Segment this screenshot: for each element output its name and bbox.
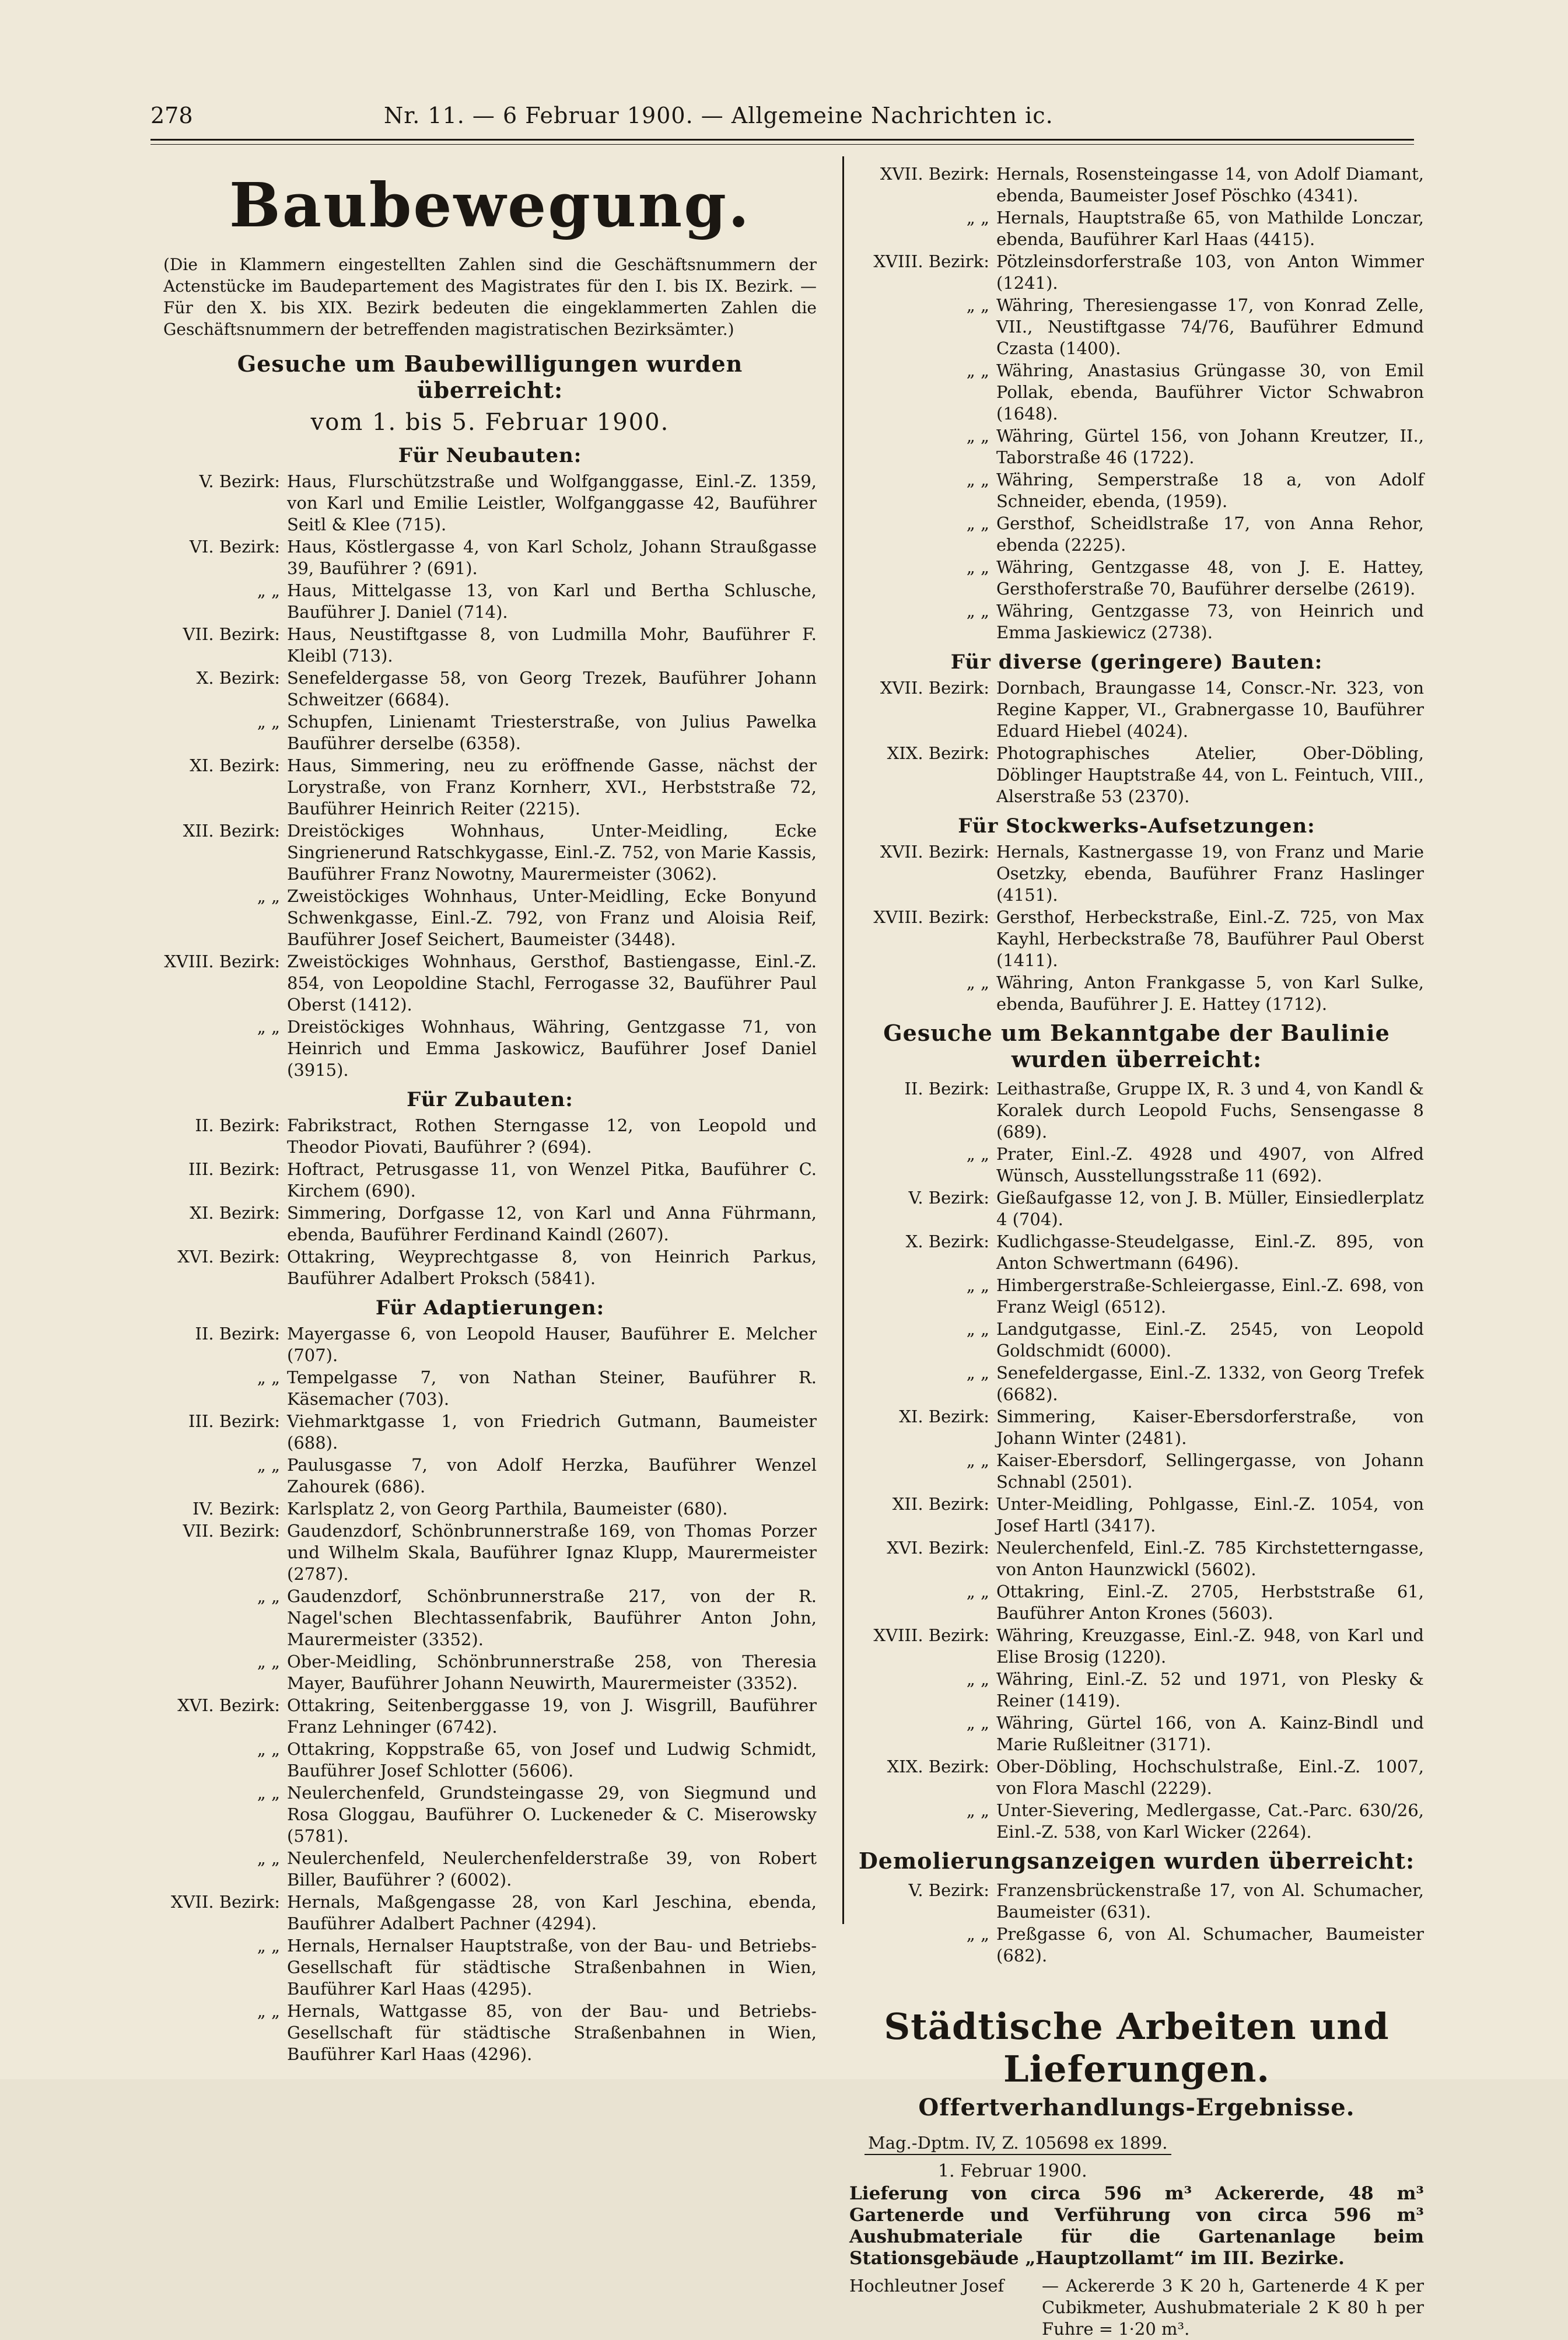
list-item (849, 251, 1424, 294)
entry-text: Hernals, Wattgasse 85, von der Bau- und Betriebs-Gesellschaft für städtische Straßenbahnen in Wien, Bauführer Karl Haas (4296). (287, 2001, 817, 2064)
baulinie-heading: Gesuche um Bekanntgabe der Baulinie wurden überreicht: (883, 1020, 1390, 1072)
district-label: XVII. Bezirk: (880, 164, 989, 184)
list-item (849, 469, 1424, 512)
list-item (163, 2000, 817, 2065)
category-heading: Für Stockwerks-Aufsetzungen: (958, 814, 1315, 838)
list-item (849, 1581, 1424, 1624)
entry-text: Leithastraße, Gruppe IX, R. 3 und 4, von Kandl & Koralek durch Leopold Fuchs, Sensengasse 8 (689). (996, 1079, 1424, 1142)
works-title: Städtische Arbeiten und Lieferungen. (884, 2005, 1390, 2090)
right-column (849, 163, 1424, 2340)
list-item (849, 1756, 1424, 1799)
district-label: III. Bezirk: (188, 1411, 280, 1431)
entry-text: Himbergerstraße-Schleiergasse, Einl.-Z. 698, von Franz Weigl (6512). (996, 1275, 1424, 1317)
intro-note: (Die in Klammern eingestellten Zahlen sind die Geschäftsnummern der Actenstücke im Baudepartement des Magistrates für den I. bis IX. Bezirk. — Für den X. bis XIX. Bezirk bedeuten die eingeklammerten Zahlen die Geschäftsnummern der betreffenden magistratischen Bezirksämter.) (163, 255, 817, 339)
district-label: „ „ (966, 1713, 989, 1733)
list-item (163, 1520, 817, 1585)
works-date: 1. Februar 1900. (938, 2161, 1087, 2181)
district-label: XIX. Bezirk: (887, 1757, 989, 1776)
district-label: „ „ (966, 1275, 989, 1295)
list-item (163, 1739, 817, 1782)
list-item (163, 1016, 817, 1081)
district-label: „ „ (257, 1783, 280, 1803)
list-item (849, 425, 1424, 468)
list-item (849, 1450, 1424, 1493)
entry-text: Währing, Semperstraße 18 a, von Adolf Schneider, ebenda, (1959). (996, 470, 1424, 511)
list-item (163, 1202, 817, 1246)
list-item (849, 295, 1424, 359)
list-item (849, 360, 1424, 425)
list-item (849, 1406, 1424, 1449)
list-item (849, 1800, 1424, 1843)
entry-text: Haus, Neustiftgasse 8, von Ludmilla Mohr, Bauführer F. Kleibl (713). (287, 624, 817, 666)
district-label: VII. Bezirk: (183, 1521, 280, 1541)
list-item (849, 1712, 1424, 1755)
list-item (849, 1880, 1424, 1923)
list-item (163, 1498, 817, 1520)
list-item (163, 536, 817, 579)
district-label: „ „ (257, 712, 280, 732)
list-item (163, 1159, 817, 1202)
entry-text: Ottakring, Einl.-Z. 2705, Herbststraße 61, Bauführer Anton Krones (5603). (996, 1582, 1424, 1623)
district-label: „ „ (966, 361, 989, 380)
district-label: XVIII. Bezirk: (164, 952, 280, 971)
entry-text: Haus, Mittelgasse 13, von Karl und Bertha Schlusche, Bauführer J. Daniel (714). (287, 580, 817, 622)
list-item (163, 1586, 817, 1650)
entry-text: Tempelgasse 7, von Nathan Steiner, Bauführer R. Käsemacher (703). (287, 1367, 817, 1409)
district-label: „ „ (966, 1669, 989, 1689)
district-label: „ „ (257, 2001, 280, 2021)
district-label: XVI. Bezirk: (177, 1695, 280, 1715)
category-heading: Für Adaptierungen: (375, 1296, 605, 1320)
works-result (849, 2275, 1424, 2340)
district-label: XIX. Bezirk: (887, 743, 989, 763)
entry-text: Gersthof, Herbeckstraße, Einl.-Z. 725, von Max Kayhl, Herbeckstraße 78, Bauführer Paul Oberst (1411). (996, 907, 1424, 970)
baulinie-entries (849, 1078, 1424, 1843)
entry-text: Währing, Gürtel 166, von A. Kainz-Bindl und Marie Rußleitner (3171). (996, 1713, 1424, 1754)
left-groups (163, 444, 817, 2065)
list-item (849, 163, 1424, 207)
works-delivery: Lieferung von circa 596 m³ Ackererde, 48 m³ Gartenerde und Verführung von circa 596 m³ Aushubmateriale für die Gartenanlage beim Stationsgebäude „Hauptzollamt“ im III. Bezirke. (849, 2183, 1424, 2269)
entry-text: Ober-Meidling, Schönbrunnerstraße 258, von Theresia Mayer, Bauführer Johann Neuwirth, Maurermeister (3352). (287, 1652, 817, 1693)
district-label: „ „ (257, 1586, 280, 1606)
left-column (163, 163, 817, 2066)
works-reference: Mag.-Dptm. IV, Z. 105698 ex 1899. (864, 2132, 1171, 2155)
district-label: „ „ (966, 973, 989, 992)
district-label: XVI. Bezirk: (887, 1538, 989, 1558)
list-item (849, 1669, 1424, 1712)
district-label: „ „ (966, 557, 989, 577)
entry-text: Simmering, Kaiser-Ebersdorferstraße, von Johann Winter (2481). (996, 1407, 1424, 1448)
district-label: „ „ (966, 295, 989, 315)
entry-text: Senefeldergasse, Einl.-Z. 1332, von Georg Trefek (6682). (996, 1363, 1424, 1404)
category-heading: Für diverse (geringere) Bauten: (950, 650, 1323, 674)
entry-text: Haus, Köstlergasse 4, von Karl Scholz, Johann Straußgasse 39, Bauführer ? (691). (287, 537, 817, 578)
category-heading: Für Zubauten: (407, 1088, 573, 1111)
column-divider (842, 156, 844, 1924)
entry-text: Währing, Gürtel 156, von Johann Kreutzer, II., Taborstraße 46 (1722). (996, 426, 1424, 467)
entry-text: Zweistöckiges Wohnhaus, Gersthof, Bastiengasse, Einl.-Z. 854, von Leopoldine Stachl, Ferrogasse 32, Bauführer Paul Oberst (1412). (287, 952, 817, 1015)
list-item (849, 841, 1424, 906)
district-label: XI. Bezirk: (190, 755, 280, 775)
entry-text: Simmering, Dorfgasse 12, von Karl und Anna Führmann, ebenda, Bauführer Ferdinand Kaindl (2607). (287, 1203, 817, 1244)
list-item (163, 951, 817, 1016)
district-label: VI. Bezirk: (189, 537, 280, 557)
district-label: XVII. Bezirk: (880, 842, 989, 862)
demolition-entries (849, 1880, 1424, 1967)
district-label: II. Bezirk: (195, 1115, 280, 1135)
district-label: „ „ (966, 513, 989, 533)
district-label: „ „ (966, 1582, 989, 1601)
list-item (849, 557, 1424, 600)
list-item (163, 1782, 817, 1847)
entry-text: Währing, Einl.-Z. 52 und 1971, von Plesky & Reiner (1419). (996, 1669, 1424, 1711)
list-item (163, 1695, 817, 1738)
list-item (849, 1362, 1424, 1405)
list-item (163, 1323, 817, 1366)
entry-text: Viehmarktgasse 1, von Friedrich Gutmann, Baumeister (688). (287, 1411, 817, 1453)
district-label: „ „ (966, 208, 989, 228)
entry-text: Karlsplatz 2, von Georg Parthila, Baumeister (680). (287, 1499, 728, 1519)
entry-text: Unter-Sievering, Medlergasse, Cat.-Parc. 630/26, Einl.-Z. 538, von Karl Wicker (2264). (996, 1800, 1424, 1842)
demolition-heading: Demolierungsanzeigen wurden überreicht: (858, 1848, 1415, 1874)
entry-text: Haus, Simmering, neu zu eröffnende Gasse, nächst der Lorystraße, von Franz Kornherr, XVI., Herbststraße 72, Bauführer Heinrich Reiter (2215). (287, 755, 817, 819)
district-label: „ „ (966, 1450, 989, 1470)
district-label: „ „ (257, 1848, 280, 1868)
entry-text: Hernals, Hernalser Hauptstraße, von der Bau- und Betriebs-Gesellschaft für städtische Straßenbahnen in Wien, Bauführer Karl Haas (4295). (287, 1936, 817, 1999)
entry-text: Hernals, Hauptstraße 65, von Mathilde Lonczar, ebenda, Bauführer Karl Haas (4415). (996, 208, 1424, 249)
entry-text: Kudlichgasse-Steudelgasse, Einl.-Z. 895, von Anton Schwertmann (6496). (996, 1232, 1424, 1273)
entry-text: Hernals, Maßgengasse 28, von Karl Jeschina, ebenda, Bauführer Adalbert Pachner (4294). (287, 1892, 817, 1933)
entry-text: Hernals, Kastnergasse 19, von Franz und Marie Osetzky, ebenda, Bauführer Franz Haslinger (4151). (996, 842, 1424, 905)
entry-text: Zweistöckiges Wohnhaus, Unter-Meidling, Ecke Bonyund Schwenkgasse, Einl.-Z. 792, von Franz und Aloisia Reif, Bauführer Josef Seichert, Baumeister (3448). (287, 886, 817, 949)
entry-text: Haus, Flurschützstraße und Wolfganggasse, Einl.-Z. 1359, von Karl und Emilie Leistler, Wolfganggasse 42, Bauführer Seitl & Klee (715). (287, 471, 817, 534)
district-label: „ „ (257, 1367, 280, 1387)
entry-text: Mayergasse 6, von Leopold Hauser, Bauführer E. Melcher (707). (287, 1324, 817, 1365)
list-item (163, 1367, 817, 1410)
list-item (849, 1187, 1424, 1230)
district-label: „ „ (257, 1455, 280, 1475)
district-label: V. Bezirk: (908, 1188, 989, 1208)
bid-offer: — Ackererde 3 K 20 h, Gartenerde 4 K per Cubikmeter, Aushubmateriale 2 K 80 h per Fuhre = 1·20 m³. (1042, 2276, 1424, 2339)
entry-text: Neulerchenfeld, Einl.-Z. 785 Kirchstetterngasse, von Anton Haunzwickl (5602). (996, 1538, 1424, 1579)
continued-entries (849, 163, 1424, 643)
list-item (849, 513, 1424, 556)
district-label: XII. Bezirk: (892, 1494, 989, 1514)
district-label: X. Bezirk: (905, 1232, 989, 1251)
list-item (163, 471, 817, 536)
district-label: „ „ (966, 426, 989, 446)
district-label: „ „ (966, 601, 989, 621)
section-title-baubewegung: Baubewegung. (229, 169, 751, 241)
list-item (163, 1411, 817, 1454)
entry-text: Neulerchenfeld, Neulerchenfelderstraße 39, von Robert Biller, Bauführer ? (6002). (287, 1848, 817, 1890)
list-item (849, 743, 1424, 807)
district-label: XVI. Bezirk: (177, 1247, 280, 1267)
entry-text: Pötzleinsdorferstraße 103, von Anton Wimmer (1241). (996, 251, 1424, 293)
list-item (163, 667, 817, 711)
list-item (849, 1318, 1424, 1362)
district-label: „ „ (966, 1363, 989, 1383)
entry-text: Währing, Theresiengasse 17, von Konrad Zelle, VII., Neustiftgasse 74/76, Bauführer Edmund Czasta (1400). (996, 295, 1424, 358)
list-item (849, 1275, 1424, 1318)
district-label: XVIII. Bezirk: (873, 251, 989, 271)
list-item (849, 600, 1424, 643)
district-label: „ „ (257, 1739, 280, 1759)
list-item (849, 1493, 1424, 1537)
district-label: XVIII. Bezirk: (873, 1625, 989, 1645)
permits-heading: Gesuche um Baubewilligungen wurden überreicht: (237, 351, 743, 403)
district-label: „ „ (966, 470, 989, 489)
district-label: „ „ (966, 1800, 989, 1820)
entry-text: Unter-Meidling, Pohlgasse, Einl.-Z. 1054, von Josef Hartl (3417). (996, 1494, 1424, 1535)
list-item (163, 1454, 817, 1498)
district-label: „ „ (257, 1936, 280, 1956)
entry-text: Hernals, Rosensteingasse 14, von Adolf Diamant, ebenda, Baumeister Josef Pöschko (4341). (996, 164, 1424, 205)
list-item (163, 1891, 817, 1935)
entry-text: Ottakring, Koppstraße 65, von Josef und Ludwig Schmidt, Bauführer Josef Schlotter (5606). (287, 1739, 817, 1781)
list-item (163, 1246, 817, 1289)
page-header (150, 98, 1414, 133)
entry-text: Kaiser-Ebersdorf, Sellingergasse, von Johann Schnabl (2501). (996, 1450, 1424, 1492)
district-label: „ „ (257, 1017, 280, 1037)
district-label: XVIII. Bezirk: (873, 907, 989, 927)
district-label: V. Bezirk: (199, 471, 280, 491)
entry-text: Senefeldergasse 58, von Georg Trezek, Bauführer Johann Schweitzer (6684). (287, 668, 817, 709)
entry-text: Gaudenzdorf, Schönbrunnerstraße 217, von der R. Nagel'schen Blechtassenfabrik, Bauführer Anton John, Maurermeister (3352). (287, 1586, 817, 1649)
district-label: „ „ (966, 1144, 989, 1164)
entry-text: Gießaufgasse 12, von J. B. Müller, Einsiedlerplatz 4 (704). (996, 1188, 1424, 1229)
entry-text: Dreistöckiges Wohnhaus, Unter-Meidling, Ecke Singrienerund Ratschkygasse, Einl.-Z. 752, von Marie Kassis, Bauführer Franz Nowotny, Maurermeister (3062). (287, 821, 817, 884)
district-label: „ „ (966, 1924, 989, 1944)
entry-text: Prater, Einl.-Z. 4928 und 4907, von Alfred Wünsch, Ausstellungsstraße 11 (692). (996, 1144, 1424, 1185)
bidder-name: Hochleutner Josef (849, 2276, 1005, 2296)
district-label: VII. Bezirk: (183, 624, 280, 644)
entry-text: Ottakring, Seitenberggasse 19, von J. Wisgrill, Bauführer Franz Lehninger (6742). (287, 1695, 817, 1737)
entry-text: Währing, Gentzgasse 48, von J. E. Hattey, Gersthoferstraße 70, Bauführer derselbe (2619). (996, 557, 1424, 599)
list-item (849, 1923, 1424, 1967)
district-label: XII. Bezirk: (183, 821, 280, 841)
list-item (163, 1848, 817, 1891)
entry-text: Neulerchenfeld, Grundsteingasse 29, von Siegmund und Rosa Gloggau, Bauführer O. Luckeneder & C. Miserowsky (5781). (287, 1783, 817, 1846)
entry-text: Hoftract, Petrusgasse 11, von Wenzel Pitka, Bauführer C. Kirchem (690). (287, 1159, 817, 1201)
district-label: II. Bezirk: (195, 1324, 280, 1344)
entry-text: Dornbach, Braungasse 14, Conscr.-Nr. 323, von Regine Kapper, VI., Grabnergasse 10, Bauführer Eduard Hiebel (4024). (996, 678, 1424, 741)
district-label: „ „ (257, 1652, 280, 1671)
permits-date-range: vom 1. bis 5. Februar 1900. (310, 409, 670, 436)
district-label: XVII. Bezirk: (880, 678, 989, 698)
entry-text: Fabrikstract, Rothen Sterngasse 12, von Leopold und Theodor Piovati, Bauführer ? (694). (287, 1115, 817, 1157)
list-item (163, 1651, 817, 1694)
entry-text: Währing, Gentzgasse 73, von Heinrich und Emma Jaskiewicz (2738). (996, 601, 1424, 642)
entry-text: Gersthof, Scheidlstraße 17, von Anna Rehor, ebenda (2225). (996, 513, 1424, 555)
district-label: V. Bezirk: (908, 1880, 989, 1900)
running-title: Nr. 11. — 6 Februar 1900. — Allgemeine Nachrichten ic. (384, 103, 1054, 128)
works-subtitle: Offertverhandlungs-Ergebnisse. (918, 2094, 1355, 2121)
list-item (849, 1231, 1424, 1274)
list-item (849, 1078, 1424, 1143)
district-label: II. Bezirk: (904, 1079, 989, 1099)
entry-text: Währing, Anastasius Grüngasse 30, von Emil Pollak, ebenda, Bauführer Victor Schwabron (1648). (996, 361, 1424, 424)
list-item (163, 624, 817, 667)
entry-text: Franzensbrückenstraße 17, von Al. Schumacher, Baumeister (631). (996, 1880, 1424, 1922)
district-label: „ „ (257, 886, 280, 906)
entry-text: Ober-Döbling, Hochschulstraße, Einl.-Z. 1007, von Flora Maschl (2229). (996, 1757, 1424, 1798)
district-label: „ „ (257, 580, 280, 600)
list-item (849, 1537, 1424, 1580)
list-item (849, 972, 1424, 1015)
district-label: III. Bezirk: (188, 1159, 280, 1179)
entry-text: Preßgasse 6, von Al. Schumacher, Baumeister (682). (996, 1924, 1424, 1965)
entry-text: Dreistöckiges Wohnhaus, Währing, Gentzgasse 71, von Heinrich und Emma Jaskowicz, Bauführer Josef Daniel (3915). (287, 1017, 817, 1080)
district-label: X. Bezirk: (196, 668, 280, 688)
list-item (849, 907, 1424, 971)
entry-text: Währing, Kreuzgasse, Einl.-Z. 948, von Karl und Elise Brosig (1220). (996, 1625, 1424, 1667)
list-item (163, 886, 817, 950)
entry-text: Landgutgasse, Einl.-Z. 2545, von Leopold Goldschmidt (6000). (996, 1319, 1424, 1360)
list-item (163, 711, 817, 754)
right-groups (849, 650, 1424, 1015)
district-label: „ „ (966, 1319, 989, 1339)
district-label: XVII. Bezirk: (170, 1892, 280, 1912)
entry-text: Photographisches Atelier, Ober-Döbling, Döblinger Hauptstraße 44, von L. Feintuch, VIII., Alserstraße 53 (2370). (996, 743, 1424, 806)
header-rule (150, 139, 1414, 145)
list-item (163, 580, 817, 623)
list-item (163, 1115, 817, 1158)
list-item (163, 755, 817, 820)
entry-text: Paulusgasse 7, von Adolf Herzka, Bauführer Wenzel Zahourek (686). (287, 1455, 817, 1496)
list-item (849, 677, 1424, 742)
district-label: IV. Bezirk: (192, 1499, 280, 1519)
district-label: XI. Bezirk: (190, 1203, 280, 1223)
entry-text: Ottakring, Weyprechtgasse 8, von Heinrich Parkus, Bauführer Adalbert Proksch (5841). (287, 1247, 817, 1288)
entry-text: Währing, Anton Frankgasse 5, von Karl Sulke, ebenda, Bauführer J. E. Hattey (1712). (996, 973, 1424, 1014)
page-number: 278 (150, 103, 193, 128)
list-item (849, 1143, 1424, 1187)
list-item (163, 1935, 817, 2000)
list-item (163, 820, 817, 885)
entry-text: Schupfen, Linienamt Triesterstraße, von Julius Pawelka Bauführer derselbe (6358). (287, 712, 817, 753)
district-label: XI. Bezirk: (899, 1407, 989, 1426)
list-item (849, 207, 1424, 250)
category-heading: Für Neubauten: (398, 444, 582, 467)
entry-text: Gaudenzdorf, Schönbrunnerstraße 169, von Thomas Porzer und Wilhelm Skala, Bauführer Ignaz Klupp, Maurermeister (2787). (287, 1521, 817, 1584)
list-item (849, 1625, 1424, 1668)
